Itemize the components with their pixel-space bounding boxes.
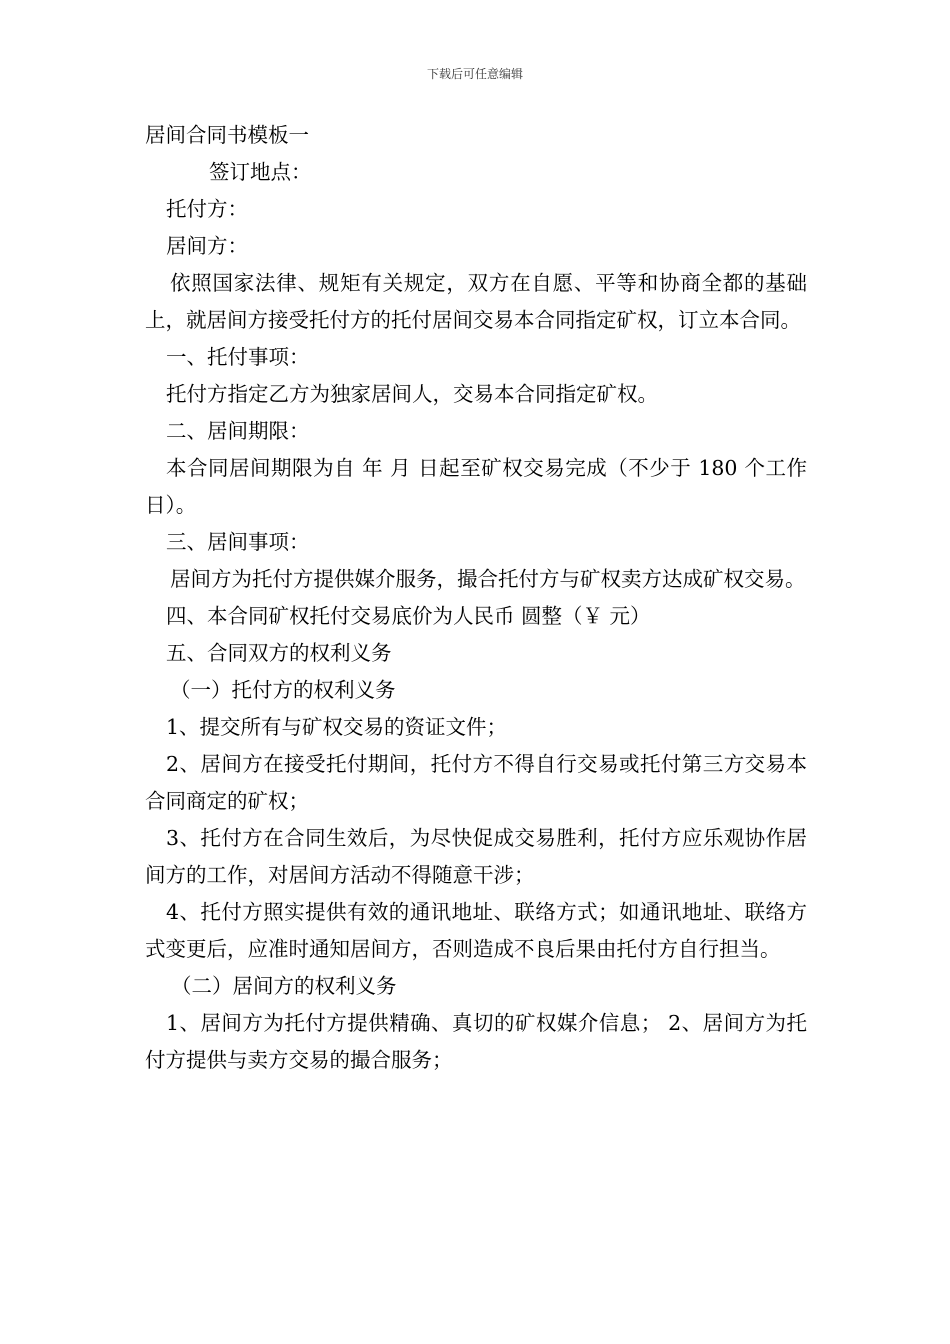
intermediary-line: 居间方：	[166, 234, 248, 258]
page-header: 下载后可任意编辑	[426, 67, 523, 81]
section3-title: 三、居间事项：	[166, 530, 310, 554]
section3-body: 居间方为托付方提供媒介服务，撮合托付方与矿权卖方达成矿权交易。	[170, 567, 806, 591]
section1-body: 托付方指定乙方为独家居间人，交易本合同指定矿权。	[166, 382, 658, 406]
section4-line: 四、本合同矿权托付交易底价为人民币 圆整（￥ 元）	[166, 604, 651, 628]
sign-place-line: 签订地点：	[209, 160, 312, 184]
subsection2-title: （二）居间方的权利义务	[171, 974, 397, 998]
intro-paragraph: 依照国家法律、规矩有关规定，双方在自愿、平等和协商全都的基础上，就居间方接受托付方的托付居间交易本合同指定矿权，订立本合同。	[145, 271, 807, 332]
subsection1-item1: 1、提交所有与矿权交易的资证文件；	[166, 715, 508, 739]
subsection1-item2: 2、居间方在接受托付期间，托付方不得自行交易或托付第三方交易本合同商定的矿权；	[145, 752, 807, 813]
section2-title: 二、居间期限：	[166, 419, 310, 443]
section2-body: 本合同居间期限为自 年 月 日起至矿权交易完成（不少于 180 个工作日）。	[145, 456, 807, 517]
subsection1-item4: 4、托付方照实提供有效的通讯地址、联络方式；如通讯地址、联络方式变更后，应准时通知居间方，否则造成不良后果由托付方自行担当。	[145, 900, 807, 961]
subsection2-items: 1、居间方为托付方提供精确、真切的矿权媒介信息； 2、居间方为托付方提供与卖方交易的撮合服务；	[145, 1011, 807, 1072]
document-title: 居间合同书模板一	[145, 123, 309, 147]
document-body	[145, 117, 807, 1079]
client-line: 托付方：	[166, 197, 248, 221]
subsection1-item3: 3、托付方在合同生效后，为尽快促成交易胜利，托付方应乐观协作居间方的工作，对居间方活动不得随意干涉；	[145, 826, 807, 887]
section1-title: 一、托付事项：	[166, 345, 310, 369]
subsection1-title: （一）托付方的权利义务	[170, 678, 396, 702]
section5-title: 五、合同双方的权利义务	[166, 641, 392, 665]
